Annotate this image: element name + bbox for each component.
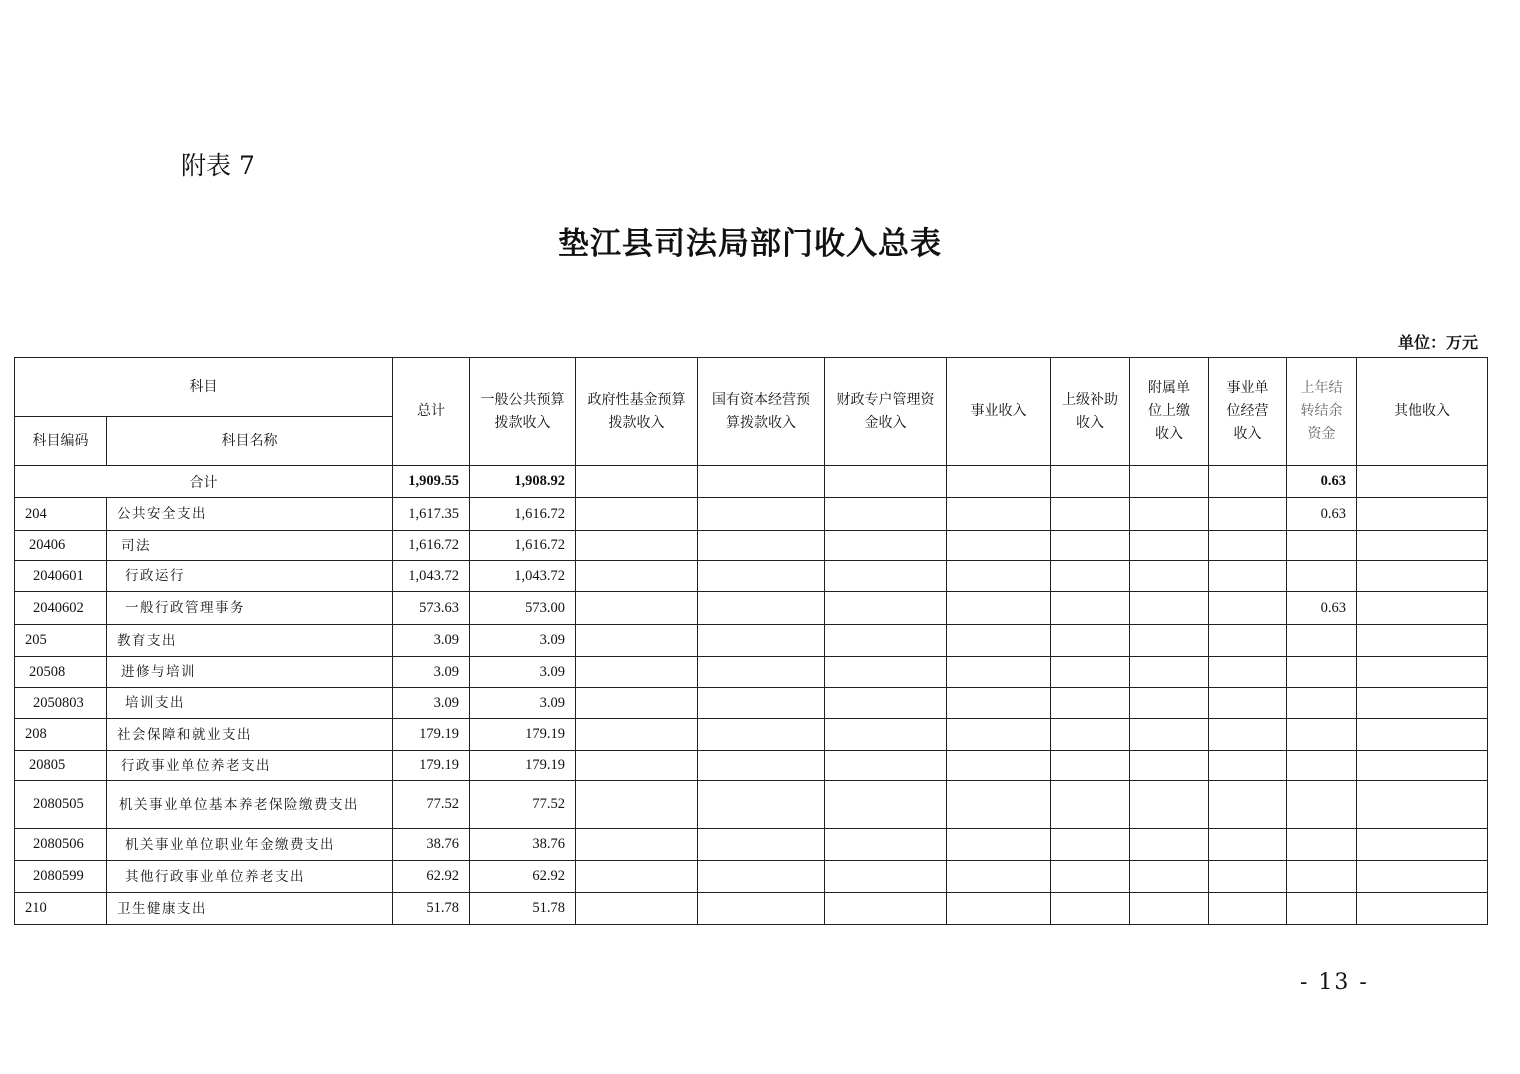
carryover-cell bbox=[1287, 531, 1357, 561]
total-cell: 179.19 bbox=[393, 719, 470, 751]
general-cell: 179.19 bbox=[470, 719, 576, 751]
total-cell: 573.63 bbox=[393, 592, 470, 625]
header-business-income: 事业收入 bbox=[947, 358, 1051, 466]
header-operating-income: 事业单位经营收入 bbox=[1209, 358, 1287, 466]
total-cell: 1,909.55 bbox=[393, 466, 470, 498]
carryover-cell bbox=[1287, 751, 1357, 781]
carryover-cell: 0.63 bbox=[1287, 592, 1357, 625]
code-cell: 2040602 bbox=[15, 592, 107, 625]
name-cell: 卫生健康支出 bbox=[107, 893, 393, 925]
total-cell: 1,617.35 bbox=[393, 498, 470, 531]
name-cell: 机关事业单位基本养老保险缴费支出 bbox=[107, 781, 393, 829]
code-cell: 2050803 bbox=[15, 688, 107, 719]
header-subject: 科目 bbox=[15, 358, 393, 417]
general-cell: 1,616.72 bbox=[470, 531, 576, 561]
total-cell: 1,616.72 bbox=[393, 531, 470, 561]
general-cell: 77.52 bbox=[470, 781, 576, 829]
page-number: - 13 - bbox=[1300, 970, 1369, 995]
header-superior-subsidy: 上级补助收入 bbox=[1051, 358, 1130, 466]
code-cell: 210 bbox=[15, 893, 107, 925]
total-cell: 3.09 bbox=[393, 688, 470, 719]
total-cell: 1,043.72 bbox=[393, 561, 470, 592]
income-table bbox=[14, 357, 1488, 925]
name-cell: 其他行政事业单位养老支出 bbox=[107, 861, 393, 893]
name-cell: 司法 bbox=[107, 531, 393, 561]
name-cell: 社会保障和就业支出 bbox=[107, 719, 393, 751]
code-cell: 2080506 bbox=[15, 829, 107, 861]
general-cell: 1,616.72 bbox=[470, 498, 576, 531]
general-cell: 179.19 bbox=[470, 751, 576, 781]
name-cell: 行政运行 bbox=[107, 561, 393, 592]
header-total: 总计 bbox=[393, 358, 470, 466]
table-row bbox=[15, 657, 1488, 688]
carryover-cell bbox=[1287, 861, 1357, 893]
total-cell: 38.76 bbox=[393, 829, 470, 861]
carryover-cell bbox=[1287, 781, 1357, 829]
table-row bbox=[15, 751, 1488, 781]
general-cell: 38.76 bbox=[470, 829, 576, 861]
name-cell: 一般行政管理事务 bbox=[107, 592, 393, 625]
carryover-cell bbox=[1287, 719, 1357, 751]
name-cell: 进修与培训 bbox=[107, 657, 393, 688]
carryover-cell bbox=[1287, 893, 1357, 925]
code-cell: 208 bbox=[15, 719, 107, 751]
header-carryover: 上年结转结余资金 bbox=[1287, 358, 1357, 466]
page-title: 垫江县司法局部门收入总表 bbox=[558, 226, 942, 262]
code-cell: 20508 bbox=[15, 657, 107, 688]
table-row bbox=[15, 592, 1488, 625]
total-cell: 51.78 bbox=[393, 893, 470, 925]
name-cell: 培训支出 bbox=[107, 688, 393, 719]
general-cell: 3.09 bbox=[470, 625, 576, 657]
header-fiscal-account: 财政专户管理资金收入 bbox=[825, 358, 947, 466]
total-cell: 77.52 bbox=[393, 781, 470, 829]
general-cell: 3.09 bbox=[470, 657, 576, 688]
name-cell: 行政事业单位养老支出 bbox=[107, 751, 393, 781]
general-cell: 62.92 bbox=[470, 861, 576, 893]
code-cell: 2080505 bbox=[15, 781, 107, 829]
carryover-cell bbox=[1287, 625, 1357, 657]
table-row bbox=[15, 719, 1488, 751]
header-state-capital: 国有资本经营预算拨款收入 bbox=[698, 358, 825, 466]
general-cell: 1,043.72 bbox=[470, 561, 576, 592]
header-other-income: 其他收入 bbox=[1357, 358, 1488, 466]
table-row bbox=[15, 561, 1488, 592]
code-cell: 2040601 bbox=[15, 561, 107, 592]
table-row bbox=[15, 688, 1488, 719]
general-cell: 573.00 bbox=[470, 592, 576, 625]
table-row bbox=[15, 781, 1488, 829]
total-cell: 62.92 bbox=[393, 861, 470, 893]
table-row bbox=[15, 893, 1488, 925]
general-cell: 1,908.92 bbox=[470, 466, 576, 498]
table-row bbox=[15, 625, 1488, 657]
table-row bbox=[15, 861, 1488, 893]
header-affiliated-payment: 附属单位上缴收入 bbox=[1130, 358, 1209, 466]
total-cell: 3.09 bbox=[393, 657, 470, 688]
total-cell: 179.19 bbox=[393, 751, 470, 781]
total-label: 合计 bbox=[15, 466, 393, 498]
name-cell: 公共安全支出 bbox=[107, 498, 393, 531]
table-row bbox=[15, 531, 1488, 561]
carryover-cell bbox=[1287, 561, 1357, 592]
carryover-cell: 0.63 bbox=[1287, 498, 1357, 531]
name-cell: 教育支出 bbox=[107, 625, 393, 657]
header-general-public: 一般公共预算拨款收入 bbox=[470, 358, 576, 466]
carryover-cell bbox=[1287, 829, 1357, 861]
carryover-cell: 0.63 bbox=[1287, 466, 1357, 498]
code-cell: 20406 bbox=[15, 531, 107, 561]
total-cell: 3.09 bbox=[393, 625, 470, 657]
annex-label: 附表 7 bbox=[181, 151, 255, 180]
table-row bbox=[15, 498, 1488, 531]
code-cell: 20805 bbox=[15, 751, 107, 781]
general-cell: 51.78 bbox=[470, 893, 576, 925]
header-gov-fund: 政府性基金预算拨款收入 bbox=[576, 358, 698, 466]
total-row bbox=[15, 466, 1488, 498]
carryover-cell bbox=[1287, 657, 1357, 688]
name-cell: 机关事业单位职业年金缴费支出 bbox=[107, 829, 393, 861]
header-subject-name: 科目名称 bbox=[107, 417, 393, 466]
code-cell: 204 bbox=[15, 498, 107, 531]
table-row bbox=[15, 829, 1488, 861]
code-cell: 2080599 bbox=[15, 861, 107, 893]
carryover-cell bbox=[1287, 688, 1357, 719]
header-subject-code: 科目编码 bbox=[15, 417, 107, 466]
unit-label: 单位：万元 bbox=[1397, 333, 1478, 352]
code-cell: 205 bbox=[15, 625, 107, 657]
general-cell: 3.09 bbox=[470, 688, 576, 719]
